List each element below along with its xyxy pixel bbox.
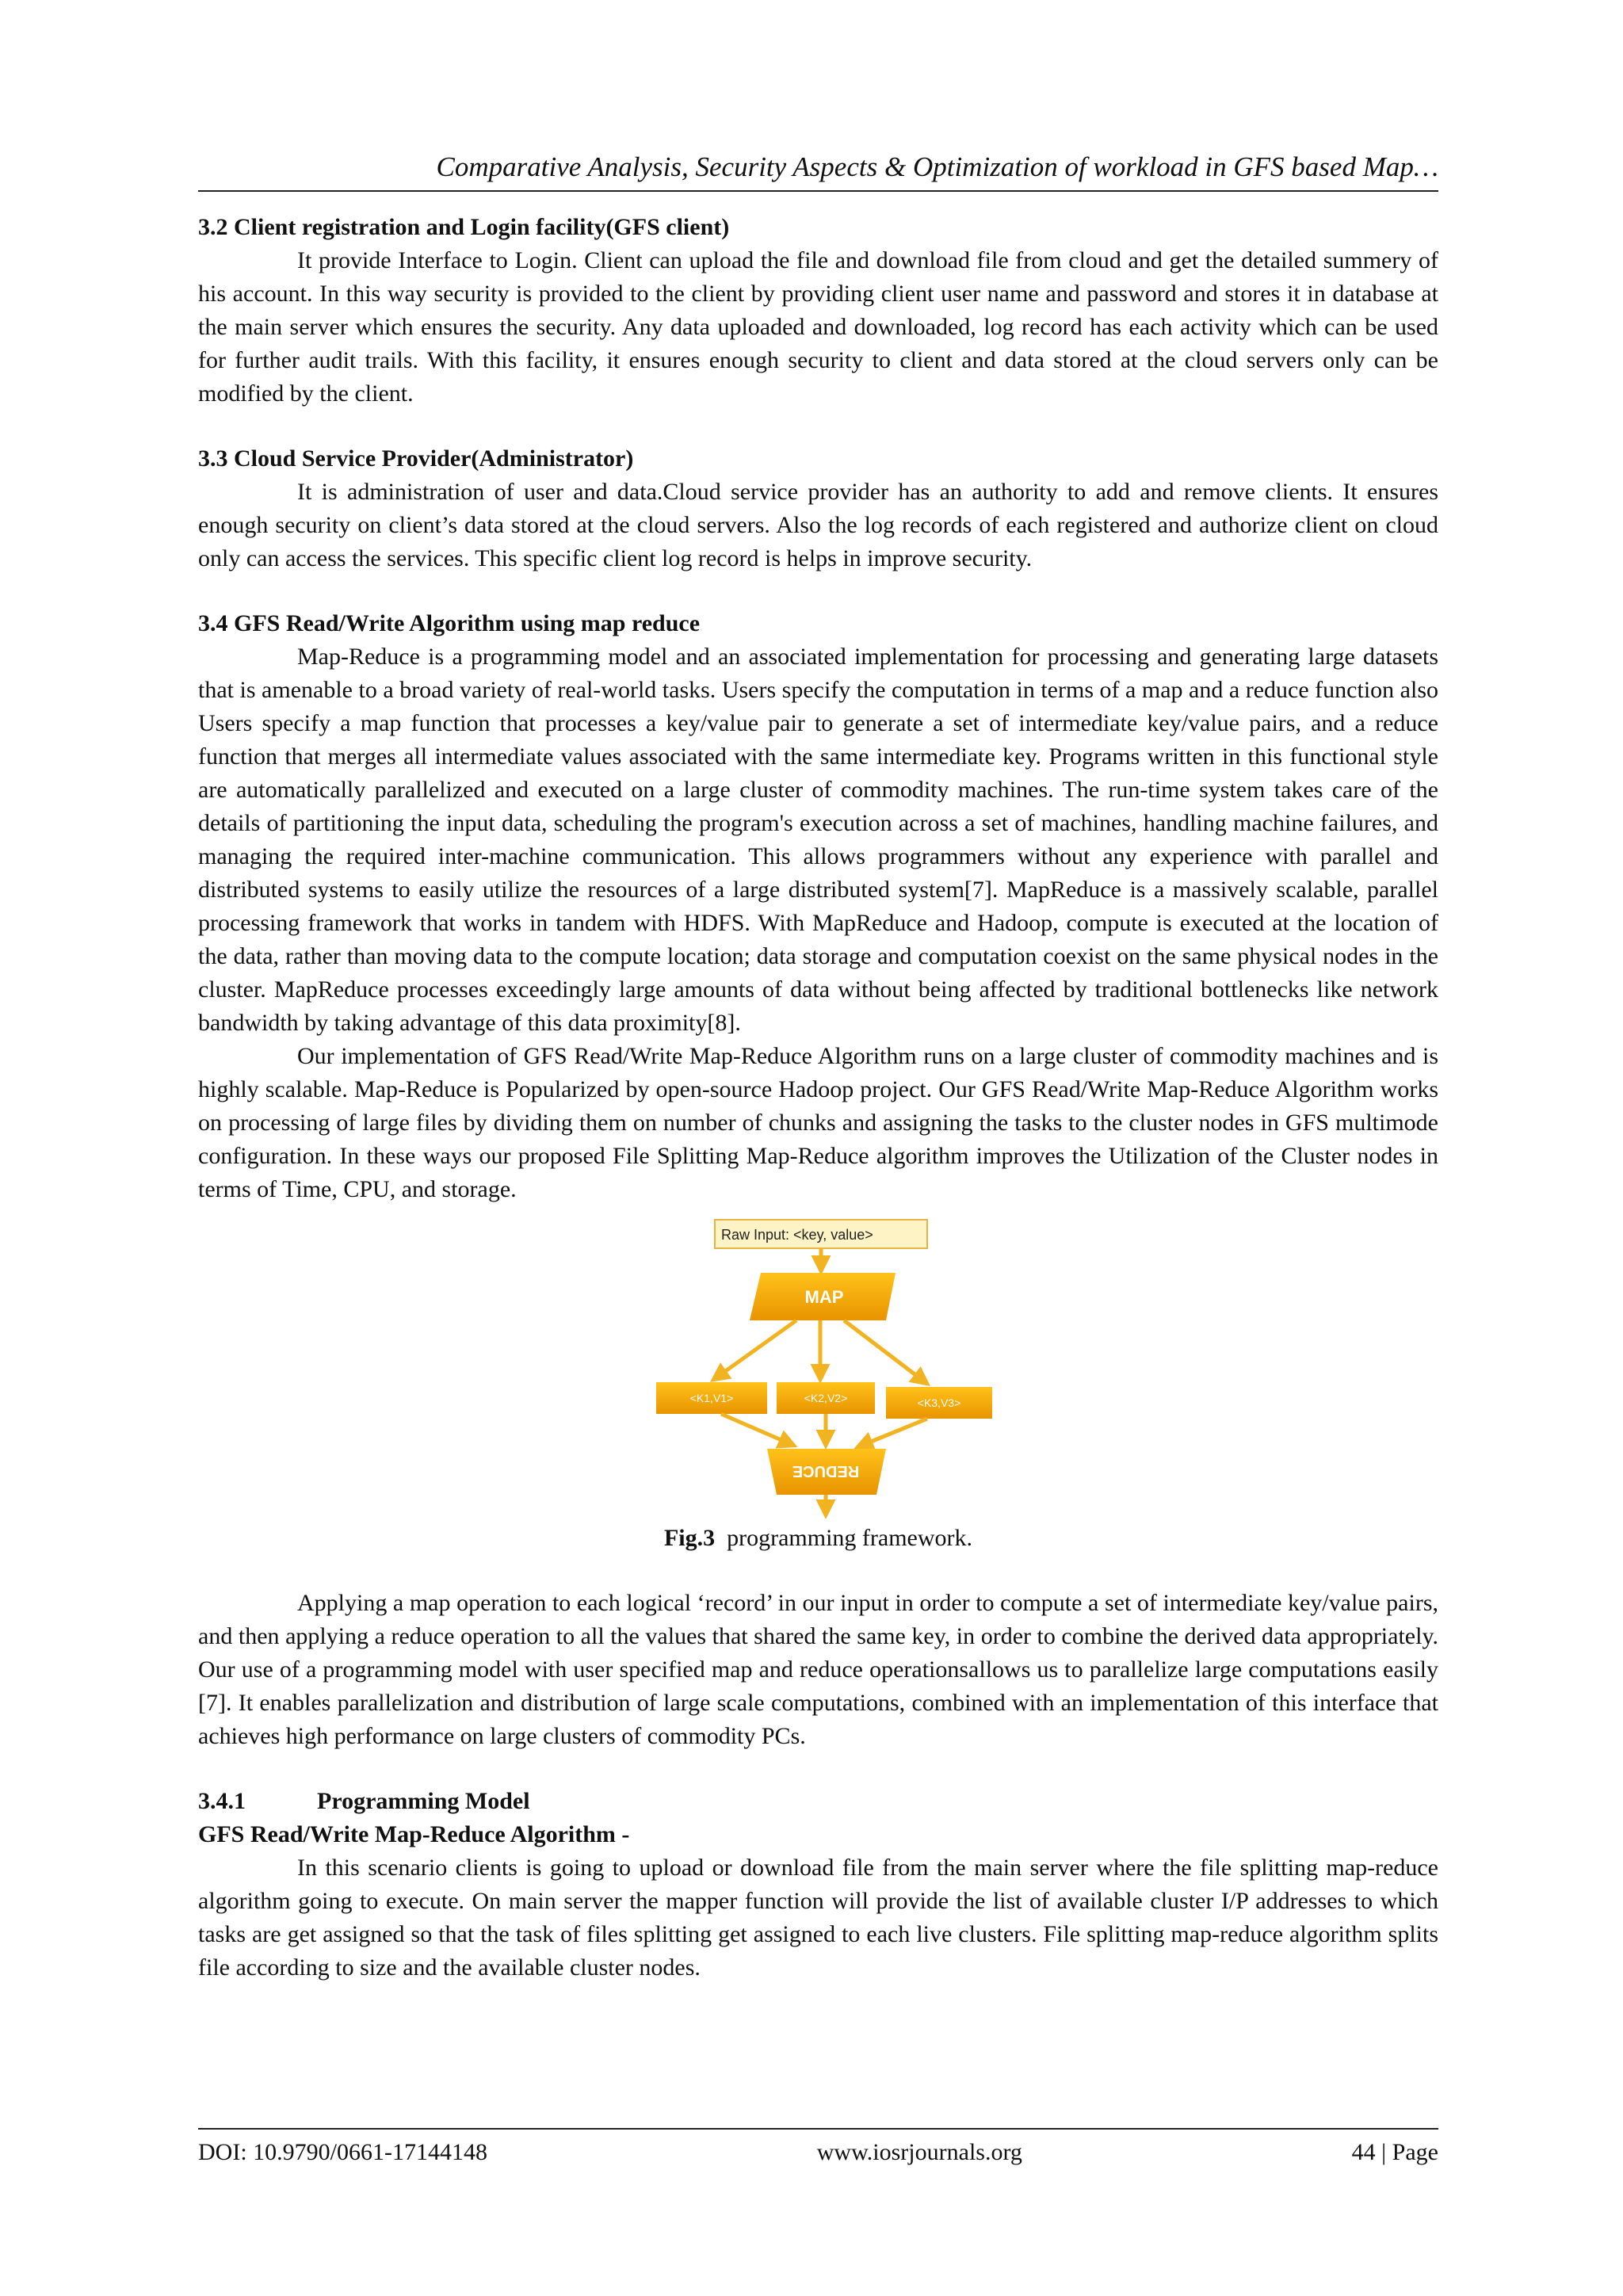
raw-input-label: Raw Input: <key, value> [721,1227,873,1243]
after-figure-paragraph: Applying a map operation to each logical ‘record’ in our input in order to compute a set of intermediate key/value pairs, and then applying a reduce operation to all the values that shared the same key, in order to combine the derived data appropriately. Our use of a programming model with user specified map and reduce operationsallows us to parallelize large computations easily [7]. It enables parallelization and distribution of large scale computations, combined with an implementation of this interface that achieves high performance on large clusters of commodity PCs. [198,1590,1438,1749]
arrow-k3-to-reduce [857,1419,927,1447]
arrow-map-to-k1 [713,1320,796,1380]
section-3-4-1-number: 3.4.1 [198,1788,246,1814]
section-3-4-1-subtitle: GFS Read/Write Map-Reduce Algorithm - [198,1821,630,1847]
figure-caption-label: Fig.3 [663,1525,716,1551]
arrow-map-to-k3 [844,1320,927,1384]
footer-page-number: 44 | Page [1351,2139,1438,2165]
k3-label: <K3,V3> [917,1396,961,1409]
footer-site: www.iosrjournals.org [816,2139,1022,2165]
k1-label: <K1,V1> [689,1392,734,1404]
k2-label: <K2,V2> [804,1392,848,1404]
mapreduce-figure [198,1217,1438,1519]
section-3-4-1-title: Programming Model [317,1788,530,1814]
running-header: Comparative Analysis, Security Aspects & Optimization of workload in GFS based Map… [198,151,1438,192]
section-3-4-paragraph-2: Our implementation of GFS Read/Write Map-Reduce Algorithm runs on a large cluster of commodity machines and is highly scalable. Map-Reduce is Popularized by open-source Hadoop project. Our GFS Read/Write Map-Reduce Algorithm works on processing of large files by dividing them on number of chunks and assigning the tasks to the cluster nodes in GFS multimode configuration. In these ways our proposed File Splitting Map-Reduce algorithm improves the Utilization of the Cluster nodes in terms of Time, CPU, and storage. [198,1043,1438,1202]
reduce-label: REDUCE [792,1462,860,1480]
arrow-k1-to-reduce [721,1414,794,1446]
section-heading-3-4: 3.4 GFS Read/Write Algorithm using map reduce [198,610,701,636]
section-3-2-paragraph: It provide Interface to Login. Client can upload the file and download file from cloud and get the detailed summery of his account. In this way security is provided to the client by providing client user name and password and stores it in database at the main server which ensures the security. Any data uploaded and downloaded, log record has each activity which can be used for further audit trails. With this facility, it ensures enough security to client and data stored at the cloud servers only can be modified by the client. [198,247,1438,407]
section-3-4-paragraph-1: Map-Reduce is a programming model and an associated implementation for processing and generating large datasets that is amenable to a broad variety of real-world tasks. Users specify the computation in terms of a map and a reduce function also Users specify a map function that processes a key/value pair to generate a set of intermediate key/value pairs, and a reduce function that merges all intermediate values associated with the same intermediate key. Programs written in this functional style are automatically parallelized and executed on a large cluster of commodity machines. The run-time system takes care of the details of partitioning the input data, scheduling the program's execution across a set of machines, handling machine failures, and managing the required inter-machine communication. This allows programmers without any experience with parallel and distributed systems to easily utilize the resources of a large distributed system[7]. MapReduce is a massively scalable, parallel processing framework that works in tandem with HDFS. With MapReduce and Hadoop, compute is executed at the location of the data, rather than moving data to the compute location; data storage and computation coexist on the same physical nodes in the cluster. MapReduce processes exceedingly large amounts of data without being affected by traditional bottlenecks like network bandwidth by taking advantage of this data proximity[8]. [198,644,1438,1036]
mapreduce-diagram [198,1217,1438,1519]
page-body [198,151,1438,1985]
figure-caption [198,1522,1438,1555]
section-heading-3-4-1 [198,1785,1438,1818]
map-label: MAP [804,1287,844,1307]
page-footer [198,2128,1438,2166]
section-3-3-paragraph: It is administration of user and data.Cloud service provider has an authority to add and remove clients. It ensures enough security on client’s data stored at the cloud servers. Also the log records of each registered and authorize client on cloud only can access the services. This specific client log record is helps in improve security. [198,479,1438,571]
section-heading-3-2: 3.2 Client registration and Login facility(GFS client) [198,214,730,240]
figure-caption-text: programming framework. [727,1525,973,1551]
section-heading-3-3: 3.3 Cloud Service Provider(Administrator) [198,445,634,472]
footer-doi: DOI: 10.9790/0661-17144148 [198,2139,487,2165]
section-3-4-1-paragraph: In this scenario clients is going to upload or download file from the main server where the file splitting map-reduce algorithm going to execute. On main server the mapper function will provide the list of available cluster I/P addresses to which tasks are get assigned so that the task of files splitting get assigned to each live clusters. File splitting map-reduce algorithm splits file according to size and the available cluster nodes. [198,1855,1438,1981]
